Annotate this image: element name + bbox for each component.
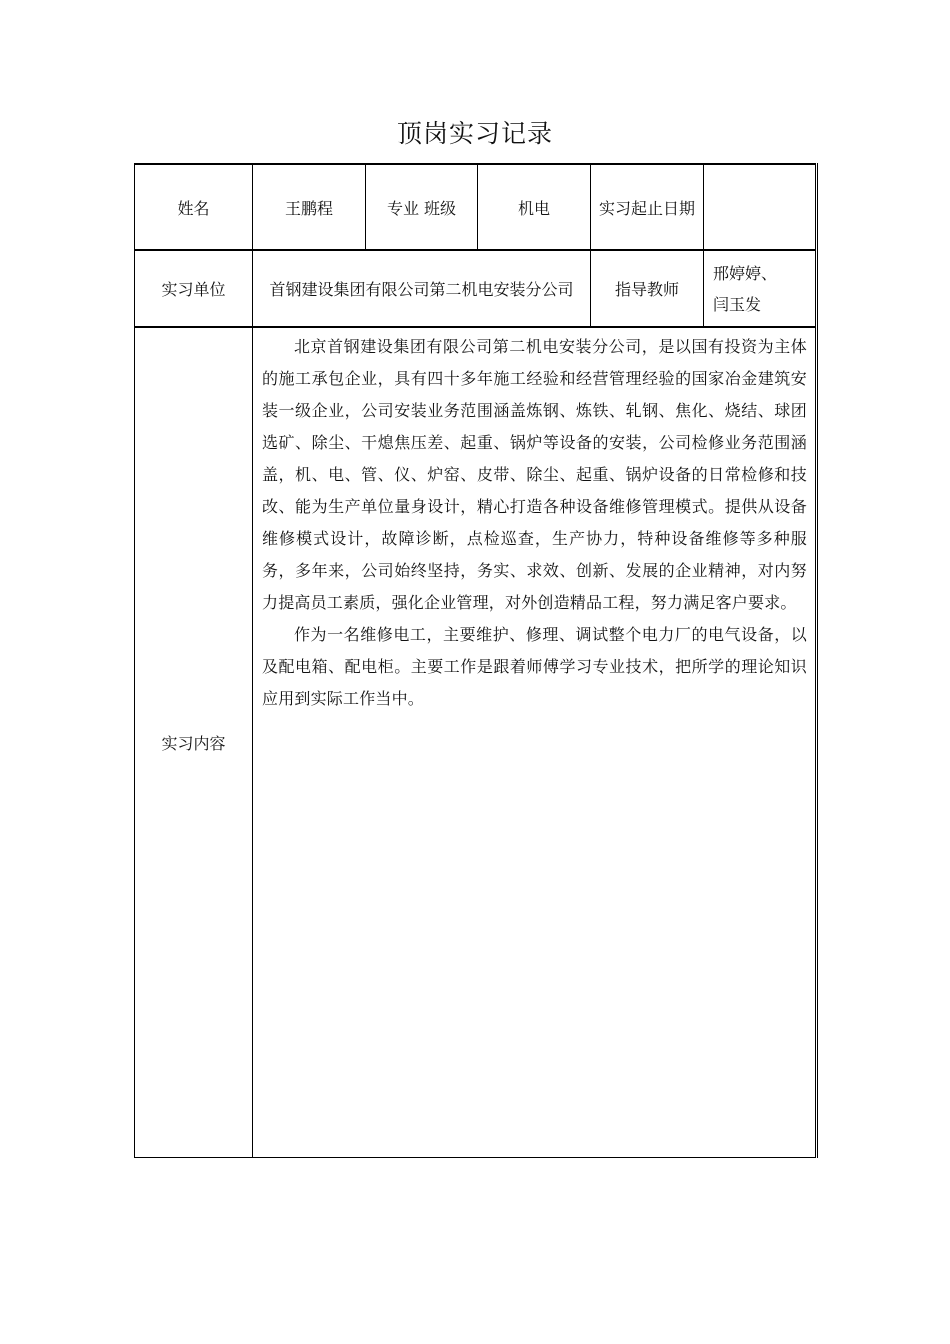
name-label: 姓名 [135,164,253,250]
major-class-value: 机电 [478,164,591,250]
date-range-label: 实习起止日期 [591,164,704,250]
content-paragraph: 北京首钢建设集团有限公司第二机电安装分公司，是以国有投资为主体的施工承包企业，具有四十多年施工经验和经营管理经验的国家冶金建筑安装一级企业，公司安装业务范围涵盖炼钢、炼铁、轧钢、焦化、烧结、球团选矿、除尘、干熄焦压差、起重、锅炉等设备的安装，公司检修业务范围涵盖，机、电、管、仪、炉窑、皮带、除尘、起重、锅炉设备的日常检修和技改、能为生产单位量身设计，精心打造各种设备维修管理模式。提供从设备维修模式设计，故障诊断，点检巡查，生产协力，特种设备维修等多种服务，多年来，公司始终坚持，务实、求效、创新、发展的企业精神，对内努力提高员工素质，强化企业管理，对外创造精品工程，努力满足客户要求。 [262,337,807,612]
company-row [135,250,817,327]
date-range-value [704,164,817,250]
advisor-name-line-2: 闫玉发 [713,294,762,314]
content-body [253,327,817,1158]
content-row [135,327,817,1158]
student-info-row [135,164,817,250]
company-value: 首钢建设集团有限公司第二机电安装分公司 [253,250,591,327]
internship-record-table [134,163,818,1158]
content-paragraph: 作为一名维修电工，主要维护、修理、调试整个电力厂的电气设备，以及配电箱、配电柜。主要工作是跟着师傅学习专业技术，把所学的理论知识应用到实际工作当中。 [262,625,807,708]
advisor-value [704,250,817,327]
advisor-label: 指导教师 [591,250,704,327]
content-label: 实习内容 [135,327,253,1158]
major-class-label: 专业 班级 [366,164,478,250]
company-label: 实习单位 [135,250,253,327]
name-value: 王鹏程 [253,164,366,250]
advisor-name-line-1: 邢婷婷、 [713,263,778,283]
document-title: 顶岗实习记录 [396,119,553,148]
